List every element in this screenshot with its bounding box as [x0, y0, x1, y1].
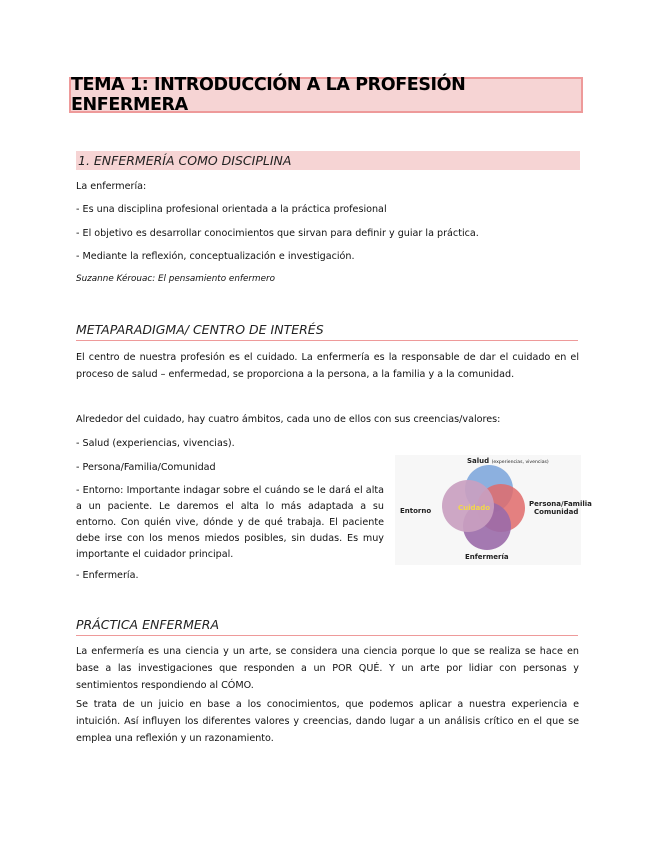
- section-heading-disciplina: 1. ENFERMERÍA COMO DISCIPLINA: [76, 151, 580, 170]
- metaparadigm-venn: [395, 455, 592, 565]
- section2-item-entorno: - Entorno: Importante indagar sobre el cuándo se le dará el alta a un paciente. Le daremos el alta lo más adaptada a su entorno. Con quién vive, dónde y de qué trabaja. El paciente debe irse con los menos miedos posibles, sin dudas. Es muy importante el cuidador principal.: [76, 485, 384, 560]
- section2-intro: Alrededor del cuidado, hay cuatro ámbitos, cada uno de ellos con sus creencias/valores:: [76, 414, 501, 425]
- label-persona-line1: Persona/Familia: [529, 500, 592, 508]
- section3-paragraph-2: Se trata de un juicio en base a los conocimientos, que podemos aplicar a nuestra experiencia e intuición. Así influyen los diferentes valores y creencias, dando lugar a un análisis crítico en el que se emplea una reflexión y un razonamiento.: [76, 699, 579, 744]
- section2-item-enfermeria: - Enfermería.: [76, 570, 139, 581]
- page-title: TEMA 1: INTRODUCCIÓN A LA PROFESIÓN ENFERMERA: [71, 75, 466, 115]
- section2-item-persona: - Persona/Familia/Comunidad: [76, 462, 216, 473]
- section2-paragraph: El centro de nuestra profesión es el cuidado. La enfermería es la responsable de dar el cuidado en el proceso de salud – enfermedad, se proporciona a la persona, a la familia y a la comunidad.: [76, 352, 579, 380]
- section2-item-salud: - Salud (experiencias, vivencias).: [76, 438, 235, 449]
- section1-bullet-3: - Mediante la reflexión, conceptualización e investigación.: [76, 251, 355, 262]
- title-banner: [69, 77, 583, 113]
- section1-bullet-1: - Es una disciplina profesional orientada a la práctica profesional: [76, 204, 387, 215]
- section-heading-metaparadigma: METAPARADIGMA/ CENTRO DE INTERÉS: [76, 322, 578, 341]
- section1-citation: Suzanne Kérouac: El pensamiento enfermero: [76, 274, 276, 284]
- section1-intro: La enfermería:: [76, 181, 147, 192]
- label-cuidado: Cuidado: [458, 504, 491, 512]
- label-persona-line2: Comunidad: [534, 508, 579, 516]
- section1-bullet-2: - El objetivo es desarrollar conocimientos que sirvan para definir y guiar la práctica.: [76, 228, 479, 239]
- section3-paragraph-1: La enfermería es una ciencia y un arte, se considera una ciencia porque lo que se realiza se hace en base a las investigaciones que responden a un POR QUÉ. Y un arte por lidiar con personas y sentimientos respondiendo al CÓMO.: [76, 646, 579, 691]
- label-entorno: Entorno: [400, 507, 432, 515]
- label-enfermeria: Enfermería: [465, 553, 509, 561]
- section-heading-practica: PRÁCTICA ENFERMERA: [76, 617, 578, 636]
- metaparadigm-diagram: [395, 455, 592, 565]
- label-salud: Salud (experiencias, vivencias): [467, 457, 549, 465]
